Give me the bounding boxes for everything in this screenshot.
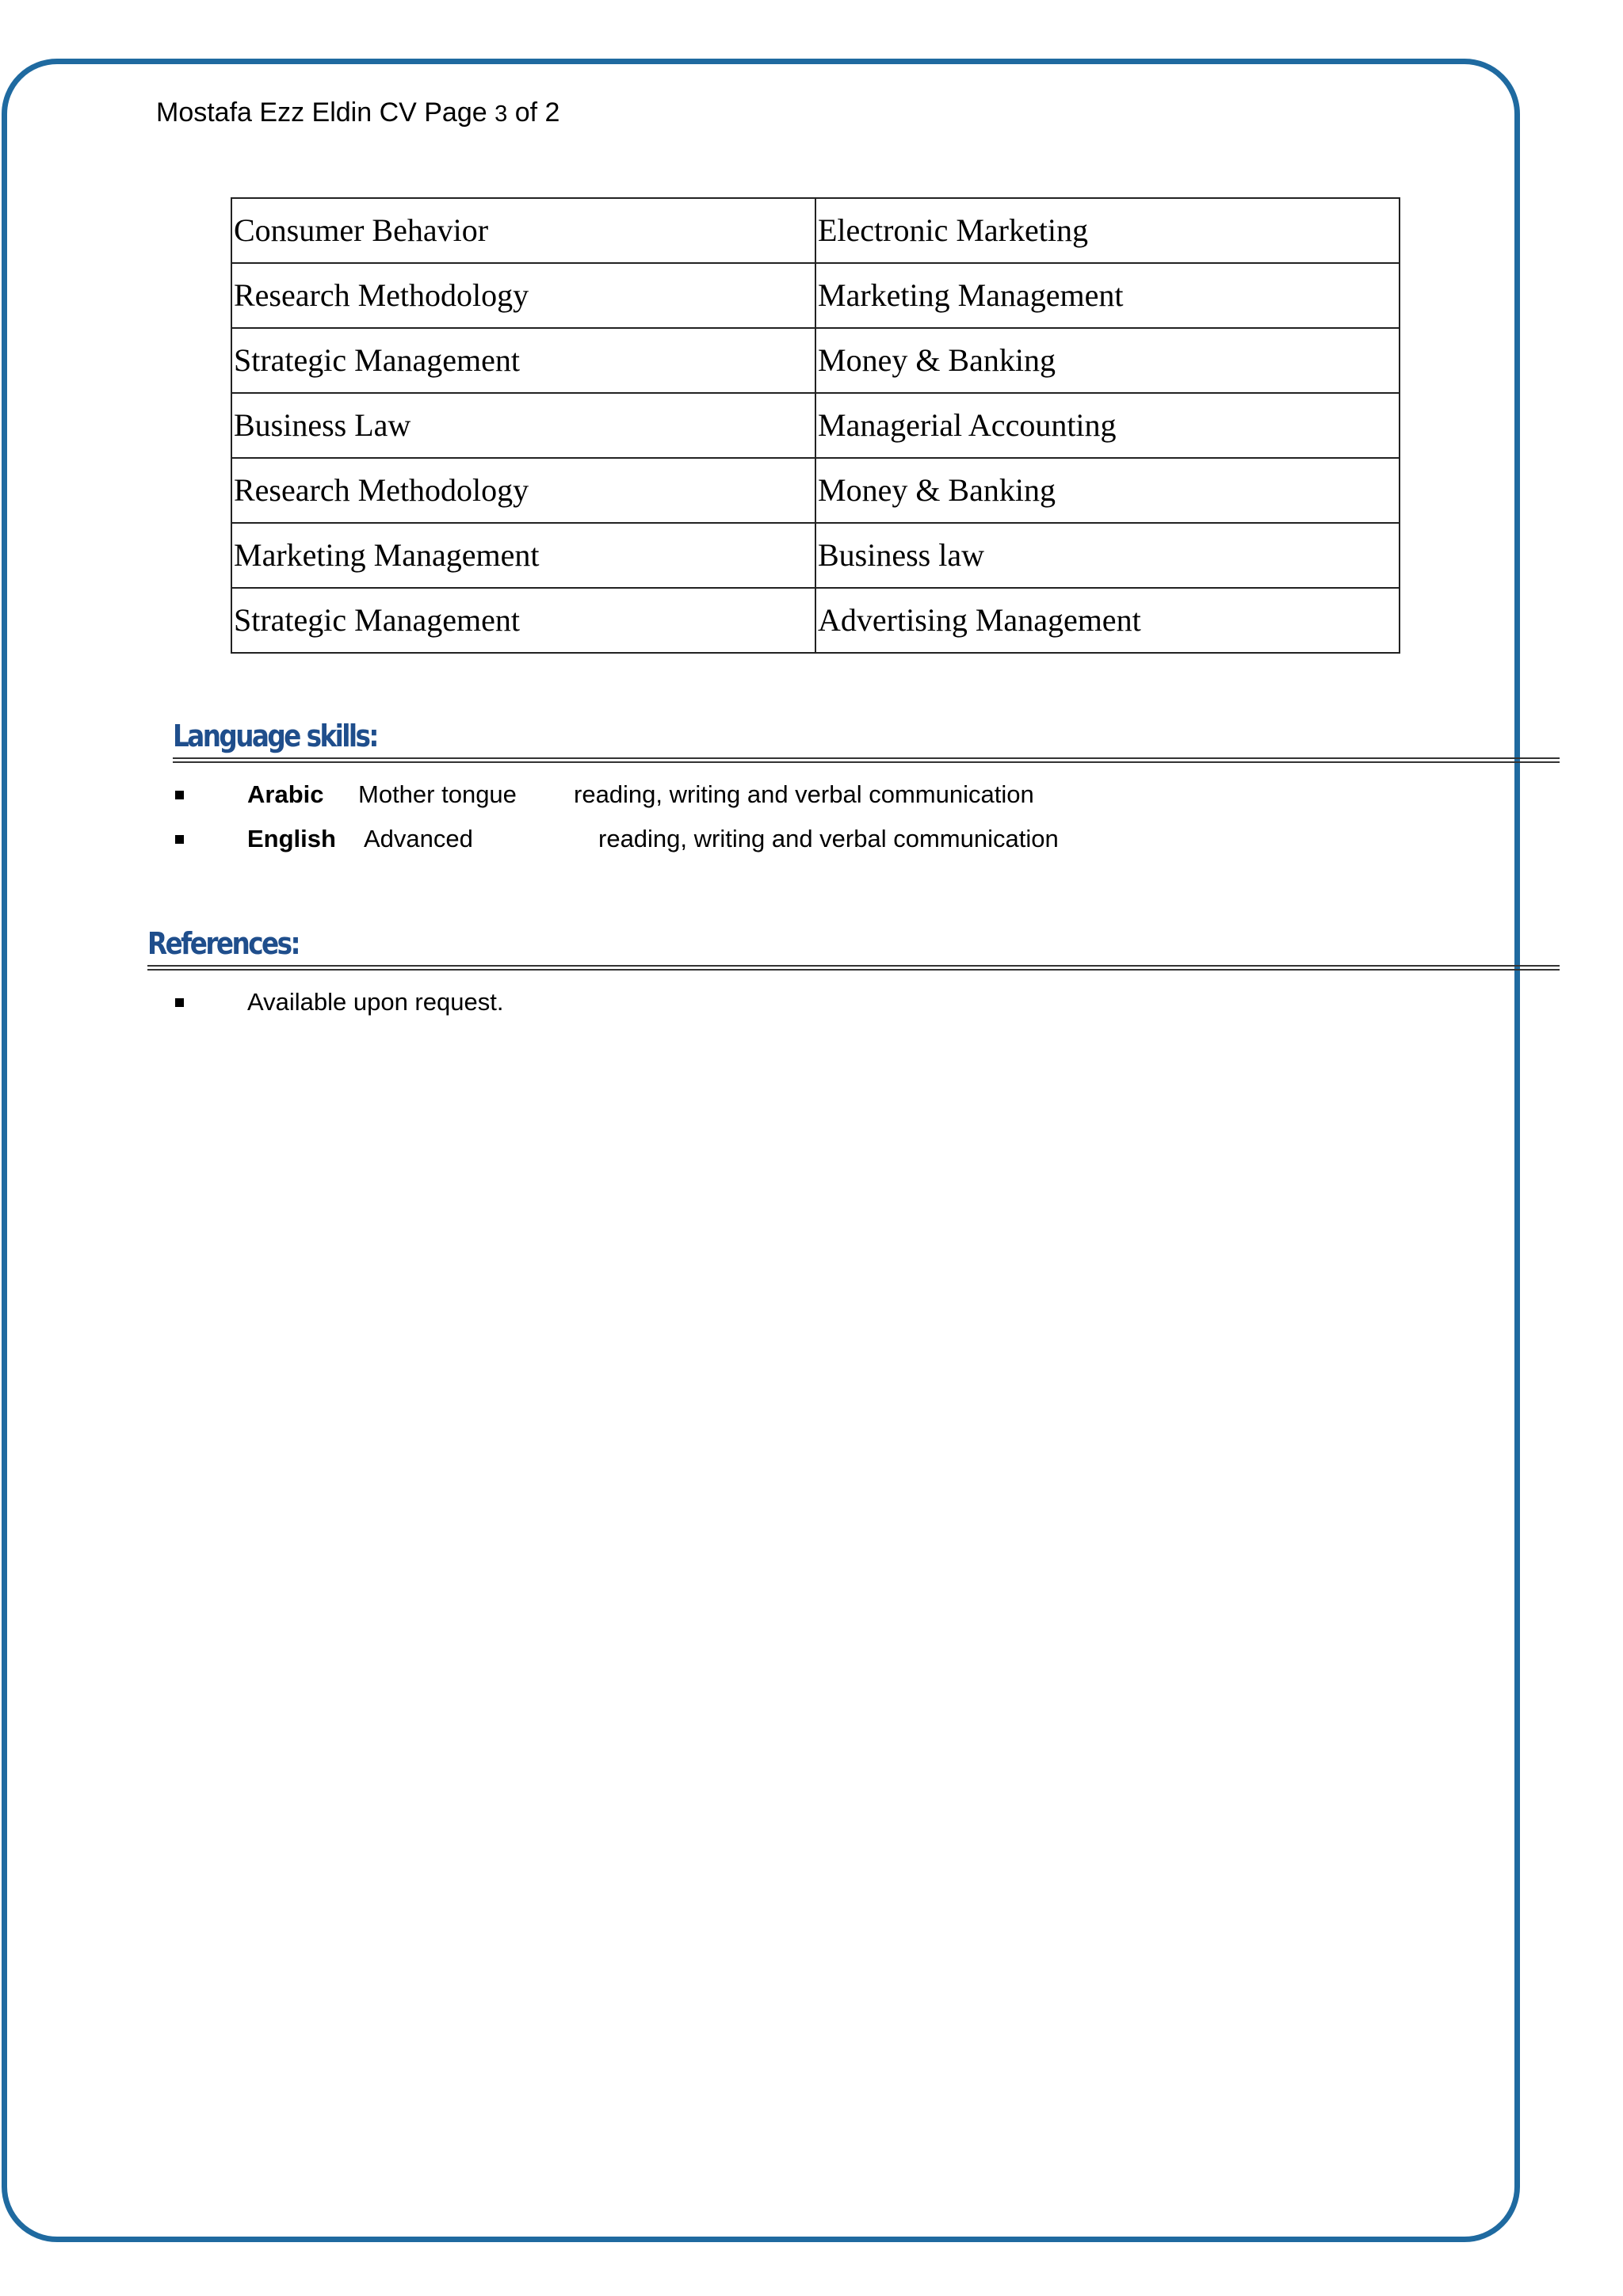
bullet-icon (175, 791, 184, 799)
language-skills-rule (173, 757, 1560, 763)
course-cell: Electronic Marketing (815, 198, 1400, 263)
course-cell: Strategic Management (231, 588, 815, 653)
header-page-current: 3 (495, 101, 508, 127)
references-heading: References: (147, 926, 299, 961)
references-rule (147, 965, 1560, 971)
language-name: English (247, 825, 336, 852)
course-cell: Managerial Accounting (815, 393, 1400, 458)
table-row (231, 523, 1400, 588)
language-scope: reading, writing and verbal communication (574, 780, 1034, 808)
course-cell: Research Methodology (231, 458, 815, 523)
references-item: Available upon request. (247, 988, 504, 1016)
course-cell: Research Methodology (231, 263, 815, 328)
table-row (231, 198, 1400, 263)
language-name: Arabic (247, 780, 324, 808)
language-skills-heading: Language skills: (173, 719, 377, 753)
course-cell: Advertising Management (815, 588, 1400, 653)
bullet-icon (175, 998, 184, 1007)
course-cell: Business law (815, 523, 1400, 588)
bullet-icon (175, 835, 184, 844)
course-cell: Business Law (231, 393, 815, 458)
language-level: Advanced (364, 825, 473, 852)
course-cell: Money & Banking (815, 328, 1400, 393)
table-row (231, 393, 1400, 458)
course-cell: Marketing Management (231, 523, 815, 588)
page-header (156, 97, 559, 130)
course-cell: Strategic Management (231, 328, 815, 393)
language-scope: reading, writing and verbal communication (598, 825, 1059, 852)
course-cell: Consumer Behavior (231, 198, 815, 263)
table-row (231, 458, 1400, 523)
language-level: Mother tongue (358, 780, 517, 808)
header-page-suffix: of 2 (514, 97, 560, 128)
course-cell: Money & Banking (815, 458, 1400, 523)
course-cell: Marketing Management (815, 263, 1400, 328)
table-row (231, 263, 1400, 328)
table-row (231, 588, 1400, 653)
header-title: Mostafa Ezz Eldin CV Page (156, 97, 487, 128)
table-row (231, 328, 1400, 393)
courses-table (231, 197, 1400, 654)
